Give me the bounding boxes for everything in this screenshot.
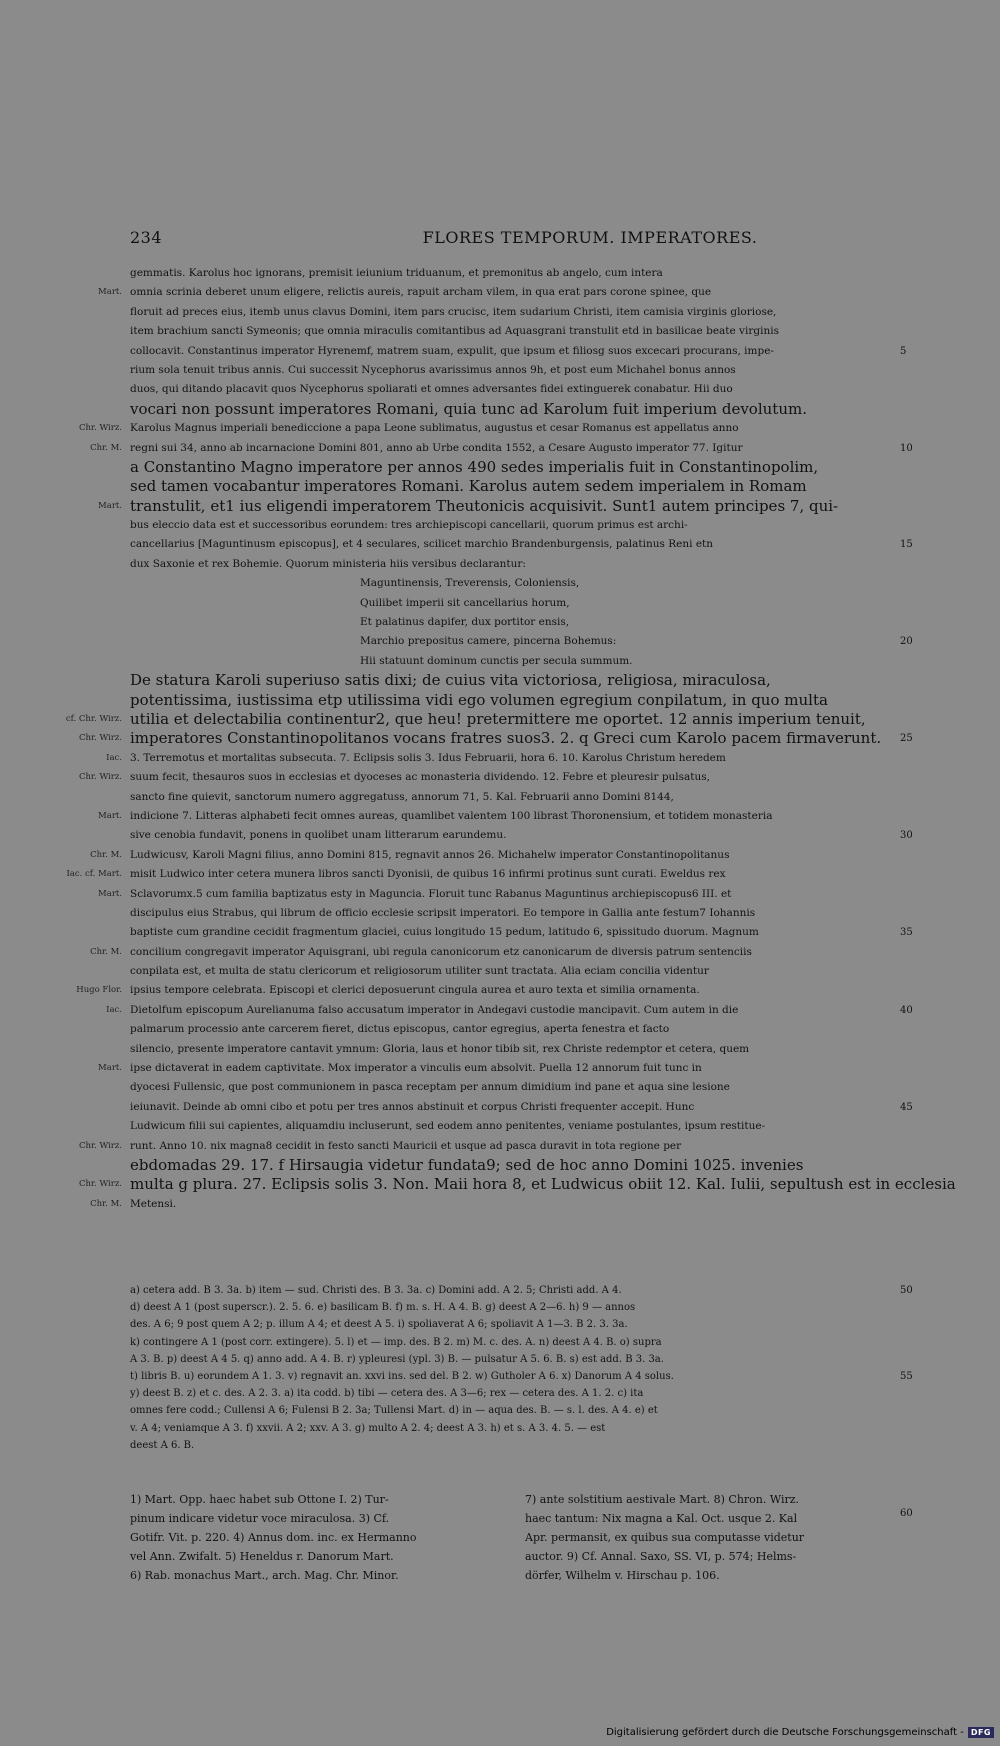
text-line bbox=[90, 439, 913, 458]
line-text: Metensi. bbox=[130, 1197, 177, 1210]
line-text: floruit ad preces eius, itemb unus clavus Domini, item pars crucisc, item sudarium Christi, item camisia virginis gloriose, bbox=[130, 305, 777, 318]
margin-source: Chr. Wirz. bbox=[78, 1140, 122, 1151]
line-text: bus eleccio data est et successoribus eorundem: tres archiepiscopi cancellarii, quorum primus est archi- bbox=[130, 519, 688, 532]
text-line bbox=[130, 1078, 890, 1097]
text-line bbox=[98, 885, 890, 904]
line-text: ipsius tempore celebrata. Episcopi et clerici deposuerunt cingula aurea et auro texta et similia ornamenta. bbox=[130, 984, 700, 997]
line-text: Ludwicusv, Karoli Magni filius, anno Domini 815, regnavit annos 26. Michahelw imperator Constantinopolitanus bbox=[130, 848, 730, 861]
text-line bbox=[90, 943, 890, 962]
apparatus-line bbox=[130, 1402, 890, 1419]
text-line bbox=[130, 691, 890, 710]
text-line bbox=[78, 768, 890, 787]
line-text: vocari non possunt imperatores Romani, quia tunc ad Karolum fuit imperium devolutum. bbox=[130, 399, 807, 418]
verse-text: Marchio prepositus camere, pincerna Bohemus: bbox=[360, 635, 617, 648]
line-text: silencio, presente imperatore cantavit ymnum: Gloria, laus et honor tibib sit, rex Christe redemptor et cetera, quem bbox=[130, 1042, 750, 1055]
text-line bbox=[130, 322, 890, 341]
footnote-line: haec tantum: Nix magna a Kal. Oct. usque 2. Kal bbox=[525, 1512, 798, 1525]
apparatus-line bbox=[130, 1368, 913, 1385]
margin-source: Mart. bbox=[98, 1063, 122, 1074]
funding-note: Digitalisierung gefördert durch die Deutsche Forschungsgemeinschaft - bbox=[606, 1726, 964, 1738]
line-text: sed tamen vocabantur imperatores Romani. Karolus autem sedem imperialem in Romam bbox=[130, 477, 807, 496]
apparatus-text: y) deest B. z) et c. des. A 2. 3. a) ita codd. b) tibi — cetera des. A 3—6; rex — cetera des. A 1. 2. c) ita bbox=[130, 1388, 644, 1400]
running-head bbox=[130, 228, 900, 252]
line-number: 25 bbox=[900, 733, 913, 745]
verse-line bbox=[130, 574, 890, 593]
verse-line bbox=[130, 594, 890, 613]
text-line bbox=[78, 1137, 890, 1156]
footnote-line: auctor. 9) Cf. Annal. Saxo, SS. VI, p. 574; Helms- bbox=[525, 1550, 797, 1563]
line-text: gemmatis. Karolus hoc ignorans, premisit ieiunium triduanum, et premonitus ab angelo, cum intera bbox=[130, 267, 663, 279]
margin-source: Mart. bbox=[98, 287, 122, 298]
dfg-logo: DFG bbox=[968, 1727, 994, 1738]
apparatus-text: v. A 4; veniamque A 3. f) xxvii. A 2; xxv. A 3. g) multo A 2. 4; deest A 3. h) et s. A 3. 4. 5. — est bbox=[130, 1422, 606, 1434]
text-line bbox=[98, 807, 890, 826]
text-line bbox=[78, 1175, 956, 1194]
apparatus-text: A 3. B. p) deest A 4 5. q) anno add. A 4. B. r) ypleuresi (ypl. 3) B. — pulsatur A 5. 6. B. s) est add. B 3. 3a. bbox=[130, 1353, 664, 1365]
margin-source: Mart. bbox=[98, 810, 122, 821]
line-number: 5 bbox=[900, 345, 907, 357]
footer bbox=[606, 1724, 994, 1740]
text-line bbox=[130, 1156, 890, 1175]
line-text: imperatores Constantinopolitanos vocans fratres suos3. 2. q Greci cum Karolo pacem firmaverunt. bbox=[130, 729, 882, 748]
line-number: 10 bbox=[900, 442, 913, 454]
text-line bbox=[130, 671, 890, 690]
apparatus-text: a) cetera add. B 3. 3a. b) item — sud. Christi des. B 3. 3a. c) Domini add. A 2. 5; Christi add. A 4. bbox=[130, 1285, 622, 1296]
verse-text: Et palatinus dapifer, dux portitor ensis, bbox=[360, 616, 570, 629]
line-number: 20 bbox=[900, 636, 913, 648]
margin-source: Mart. bbox=[98, 888, 122, 899]
text-line bbox=[90, 1195, 890, 1214]
text-line bbox=[78, 729, 913, 748]
line-text: 3. Terremotus et mortalitas subsecuta. 7. Eclipsis solis 3. Idus Februarii, hora 6. 10. Karolus Christum heredem bbox=[130, 751, 726, 764]
margin-source: Chr. Wirz. bbox=[78, 772, 122, 783]
line-number: 55 bbox=[900, 1370, 913, 1382]
footnotes-right-column bbox=[525, 1490, 890, 1585]
apparatus-line bbox=[130, 1437, 890, 1454]
line-text: potentissima, iustissima etp utilissima vidi ego volumen egregium conpilatum, in quo multa bbox=[130, 690, 828, 709]
footnotes-left-column bbox=[130, 1490, 495, 1585]
page-title: FLORES TEMPORUM. IMPERATORES. bbox=[422, 228, 758, 247]
line-text: rium sola tenuit tribus annis. Cui successit Nycephorus avarissimus annos 9h, et post eum Michahel bonus annos bbox=[130, 363, 736, 376]
line-text: omnia scrinia deberet unum eligere, relictis aureis, rapuit archam vilem, in qua erat pars corone spinee, que bbox=[130, 286, 712, 299]
text-line bbox=[106, 749, 890, 768]
line-text: De statura Karoli superiuso satis dixi; de cuius vita victoriosa, religiosa, miraculosa, bbox=[130, 671, 771, 690]
line-text: dux Saxonie et rex Bohemie. Quorum ministeria hiis versibus declarantur: bbox=[130, 557, 526, 570]
footnote-line: dörfer, Wilhelm v. Hirschau p. 106. bbox=[525, 1569, 720, 1582]
text-line bbox=[66, 865, 890, 884]
apparatus-text: deest A 6. B. bbox=[130, 1439, 195, 1451]
line-text: cancellarius [Maguntinusm episcopus], et 4 seculares, scilicet marchio Brandenburgensis, palatinus Reni etn bbox=[130, 538, 714, 551]
margin-source: cf. Chr. Wirz. bbox=[65, 713, 122, 724]
footnote-line: Apr. permansit, ex quibus sua computasse videtur bbox=[525, 1531, 805, 1544]
line-number: 60 bbox=[900, 1508, 913, 1519]
line-text: Ludwicum filii sui capientes, aliquamdiu incluserunt, sed eodem anno penitentes, veniame postulantes, ipsum restitue- bbox=[130, 1120, 766, 1133]
apparatus-text: k) contingere A 1 (post corr. extingere). 5. l) et — imp. des. B 2. m) M. c. des. A. n) deest A 4. B. o) supra bbox=[130, 1336, 662, 1348]
text-line bbox=[65, 709, 890, 729]
line-text: multa g plura. 27. Eclipsis solis 3. Non. Maii hora 8, et Ludwicus obiit 12. Kal. Iulii, sepultush est in ecclesia bbox=[130, 1175, 956, 1194]
line-text: a Constantino Magno imperatore per annos 490 sedes imperialis fuit in Constantinopolim, bbox=[130, 457, 819, 476]
margin-source: Chr. M. bbox=[90, 946, 122, 957]
text-line bbox=[98, 1059, 890, 1078]
verse-text: Quilibet imperii sit cancellarius horum, bbox=[360, 596, 570, 609]
text-line bbox=[130, 1040, 890, 1059]
line-number: 30 bbox=[900, 830, 913, 842]
line-text: Sclavorumx.5 cum familia baptizatus esty in Maguncia. Floruit tunc Rabanus Maguntinus archiepiscopus6 III. et bbox=[130, 887, 732, 900]
text-line bbox=[130, 342, 907, 361]
line-text: regni sui 34, anno ab incarnacione Domini 801, anno ab Urbe condita 1552, a Cesare Augusto imperator 77. Igitur bbox=[130, 441, 743, 454]
margin-source: Iac. bbox=[106, 752, 122, 763]
text-line bbox=[130, 923, 913, 942]
footnote-line: vel Ann. Zwifalt. 5) Heneldus r. Danorum Mart. bbox=[130, 1550, 394, 1563]
line-text: ebdomadas 29. 17. f Hirsaugia videtur fundata9; sed de hoc anno Domini 1025. invenies bbox=[130, 1155, 804, 1174]
line-text: item brachium sancti Symeonis; que omnia miraculis comitantibus ad Aquasgrani transtulit etd in basilicae beate virginis bbox=[130, 325, 779, 338]
apparatus-line bbox=[130, 1420, 890, 1437]
line-text: concilium congregavit imperator Aquisgrani, ubi regula canonicorum etz canonicarum de diversis patrum sentenciis bbox=[130, 945, 752, 958]
margin-source: Chr. M. bbox=[90, 1198, 122, 1209]
apparatus-text: des. A 6; 9 post quem A 2; p. illum A 4; et deest A 5. i) spoliaverat A 6; spoliavit A 1—3. B 2. 3. 3a. bbox=[130, 1319, 628, 1331]
text-line bbox=[130, 555, 890, 574]
text-line bbox=[130, 264, 890, 283]
margin-source: Chr. M. bbox=[90, 442, 122, 453]
line-text: Dietolfum episcopum Aurelianuma falso accusatum imperator in Andegavi custodie mancipavit. Cum autem in die bbox=[130, 1003, 739, 1016]
text-line bbox=[78, 419, 890, 438]
line-text: sive cenobia fundavit, ponens in quolibet unam litterarum earundemu. bbox=[130, 829, 507, 842]
text-line bbox=[130, 788, 890, 807]
text-line bbox=[130, 1098, 913, 1117]
text-line bbox=[130, 477, 890, 496]
line-number: 40 bbox=[900, 1004, 913, 1016]
footnote-line: 6) Rab. monachus Mart., arch. Mag. Chr. Minor. bbox=[130, 1569, 399, 1582]
line-text: indicione 7. Litteras alphabeti fecit omnes aureas, quamlibet valentem 100 librast Thoronensium, et totidem monasteria bbox=[130, 809, 773, 822]
apparatus-line bbox=[130, 1351, 890, 1368]
text-line bbox=[98, 283, 890, 302]
text-line bbox=[130, 516, 890, 535]
apparatus-line bbox=[130, 1282, 913, 1299]
footnote-line: Gotifr. Vit. p. 220. 4) Annus dom. inc. ex Hermanno bbox=[130, 1531, 417, 1544]
text-line bbox=[130, 1117, 890, 1136]
text-line bbox=[130, 400, 890, 419]
line-text: runt. Anno 10. nix magna8 cecidit in festo sancti Mauricii et usque ad pasca duravit in tota regione per bbox=[130, 1139, 682, 1152]
text-line bbox=[130, 458, 890, 477]
line-text: collocavit. Constantinus imperator Hyrenemf, matrem suam, expulit, que ipsum et filiosg suos excecari procurans, impe- bbox=[130, 344, 774, 357]
text-line bbox=[98, 496, 890, 516]
line-text: palmarum processio ante carcerem fieret, dictus episcopus, cantor egregius, aperta fenestra et facto bbox=[130, 1023, 670, 1036]
line-text: Karolus Magnus imperiali benediccione a papa Leone sublimatus, augustus et cesar Romanus est appellatus anno bbox=[130, 422, 739, 435]
line-text: ipse dictaverat in eadem captivitate. Mox imperator a vinculis eum absolvit. Puella 12 annorum fuit tunc in bbox=[130, 1062, 702, 1075]
verse-line bbox=[130, 613, 890, 632]
line-text: dyocesi Fullensic, que post communionem in pasca receptam per annum dimidium ind pane et aqua sine lesione bbox=[130, 1081, 730, 1094]
line-text: misit Ludwico inter cetera munera libros sancti Dyonisii, de quibus 16 infirmi protinus sunt curati. Eweldus rex bbox=[130, 868, 726, 881]
margin-source: Iac. bbox=[106, 1004, 122, 1015]
line-text: baptiste cum grandine cecidit fragmentum glaciei, cuius longitudo 15 pedum, latitudo 6, spissitudo duorum. Magnum bbox=[130, 926, 759, 939]
text-line bbox=[130, 380, 890, 399]
text-line bbox=[130, 904, 890, 923]
footnote-line: pinum indicare videtur voce miraculosa. 3) Cf. bbox=[130, 1512, 390, 1525]
verse-line bbox=[130, 632, 913, 651]
text-line bbox=[106, 1001, 913, 1020]
line-text: utilia et delectabilia continentur2, que heu! pretermittere me oportet. 12 annis imperium tenuit, bbox=[130, 709, 866, 728]
verse-line bbox=[130, 652, 890, 671]
margin-source: Hugo Flor. bbox=[76, 985, 122, 996]
text-line bbox=[76, 981, 890, 1000]
verse-text: Hii statuunt dominum cunctis per secula summum. bbox=[360, 654, 633, 667]
margin-source: Chr. Wirz. bbox=[78, 1179, 122, 1190]
line-text: ieiunavit. Deinde ab omni cibo et potu per tres annos abstinuit et corpus Christi frequenter accepit. Hunc bbox=[130, 1100, 695, 1113]
main-text bbox=[65, 264, 956, 1214]
margin-source: Iac. cf. Mart. bbox=[66, 869, 122, 880]
text-line bbox=[130, 535, 913, 554]
line-text: suum fecit, thesauros suos in ecclesias et dyoceses ac monasteria dividendo. 12. Febre et pleuresir pulsatus, bbox=[130, 771, 711, 784]
footnote-line: 7) ante solstitium aestivale Mart. 8) Chron. Wirz. bbox=[525, 1493, 800, 1506]
verse-text: Maguntinensis, Treverensis, Coloniensis, bbox=[360, 577, 580, 590]
apparatus-line bbox=[130, 1334, 890, 1351]
text-line bbox=[130, 1020, 890, 1039]
line-text: transtulit, et1 ius eligendi imperatorem Theutonicis acquisivit. Sunt1 autem principes 7, qui- bbox=[130, 496, 839, 515]
text-line bbox=[90, 846, 890, 865]
margin-source: Chr. M. bbox=[90, 849, 122, 860]
apparatus-line bbox=[130, 1299, 890, 1316]
margin-source: Mart. bbox=[98, 500, 122, 511]
line-number: 35 bbox=[900, 927, 913, 939]
line-number: 15 bbox=[900, 539, 913, 551]
line-number: 50 bbox=[900, 1285, 913, 1296]
text-line bbox=[130, 361, 890, 380]
critical-apparatus bbox=[130, 1282, 913, 1454]
line-text: discipulus eius Strabus, qui librum de officio ecclesie scripsit imperatori. Eo tempore in Gallia ante festum7 Iohannis bbox=[130, 906, 756, 919]
line-number: 45 bbox=[900, 1101, 913, 1113]
page-number: 234 bbox=[130, 228, 163, 247]
text-line bbox=[130, 303, 890, 322]
line-text: duos, qui ditando placavit quos Nycephorus spoliarati et omnes adversantes fidei extinguerek conabatur. Hii duo bbox=[130, 383, 733, 396]
text-line bbox=[130, 962, 890, 981]
margin-source: Chr. Wirz. bbox=[78, 423, 122, 434]
apparatus-text: t) libris B. u) eorundem A 1. 3. v) regnavit an. xxvi ins. sed del. B 2. w) Gutholer A 6. x) Danorum A 4 solus. bbox=[130, 1370, 674, 1382]
apparatus-text: omnes fere codd.; Cullensi A 6; Fulensi B 2. 3a; Tullensi Mart. d) in — aqua des. B. — s. l. des. A 4. e) et bbox=[130, 1405, 658, 1417]
line-text: conpilata est, et multa de statu clericorum et religiosorum utiliter sunt tractata. Alia eciam concilia videntur bbox=[130, 965, 709, 978]
text-line bbox=[130, 826, 913, 845]
apparatus-text: d) deest A 1 (post superscr.). 2. 5. 6. e) basilicam B. f) m. s. H. A 4. B. g) deest A 2—6. h) 9 — annos bbox=[130, 1302, 636, 1314]
apparatus-line bbox=[130, 1385, 890, 1402]
footnote-line: 1) Mart. Opp. haec habet sub Ottone I. 2) Tur- bbox=[130, 1493, 389, 1506]
line-text: sancto fine quievit, sanctorum numero aggregatuss, annorum 71, 5. Kal. Februarii anno Domini 8144, bbox=[130, 790, 674, 803]
margin-source: Chr. Wirz. bbox=[78, 733, 122, 744]
apparatus-line bbox=[130, 1316, 890, 1333]
footnotes bbox=[130, 1490, 913, 1610]
